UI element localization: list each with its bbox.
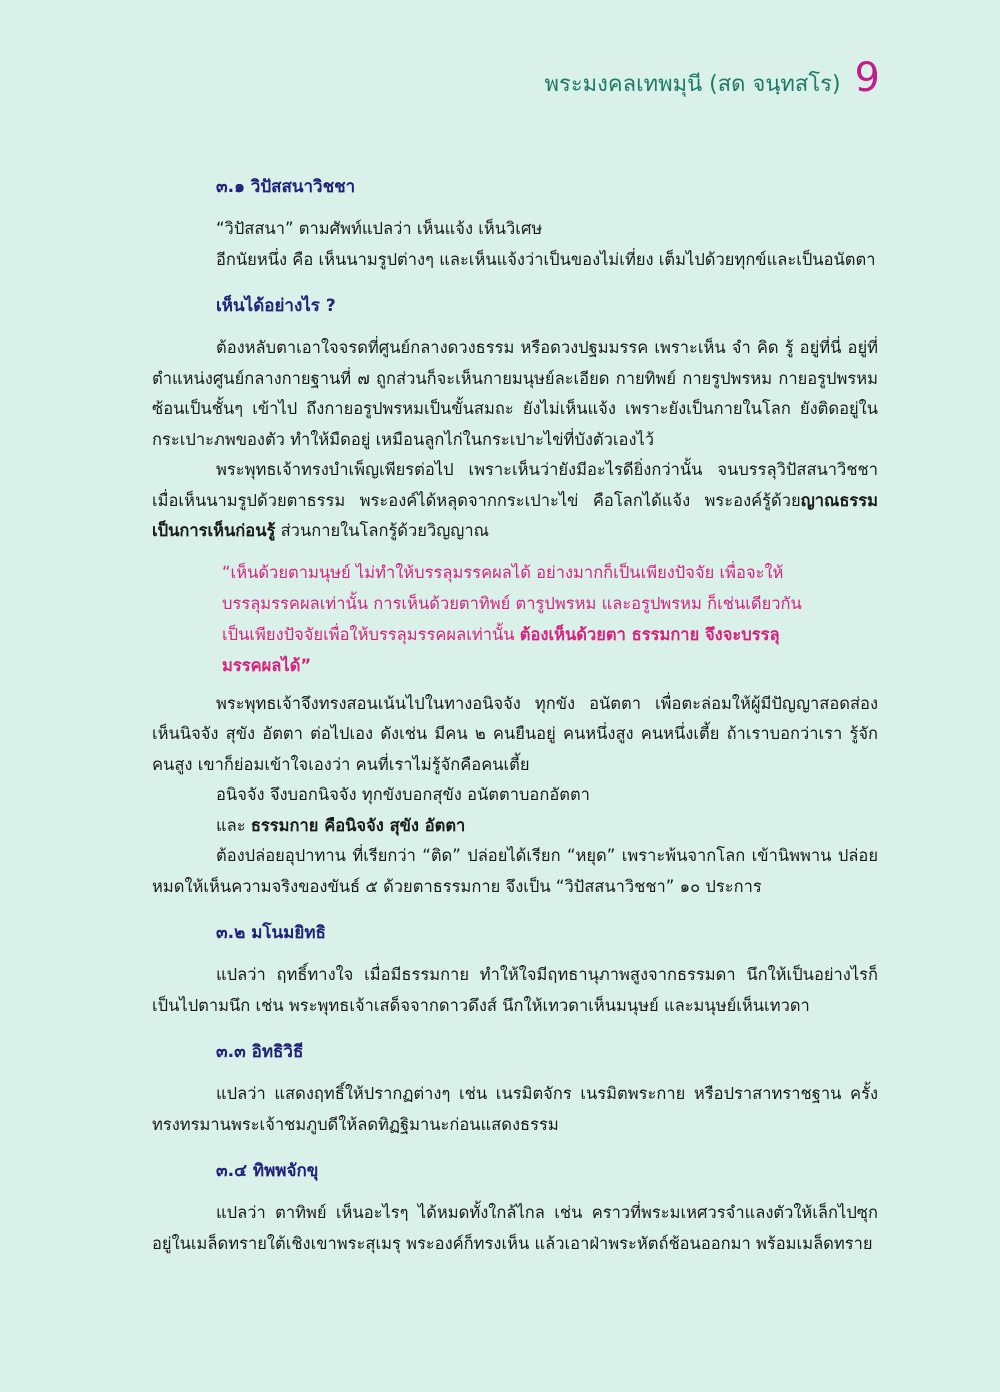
section-heading-3-4: ๓.๔ ทิพพจักขุ: [216, 1161, 319, 1181]
bold-text: ญาณธรรมเป็นการเห็นก่อนรู้: [152, 490, 878, 540]
highlight-quote: [222, 557, 802, 681]
text-run: ส่วนกายในโลกรู้ด้วยวิญญาณ: [275, 521, 489, 540]
quote-text: “เห็นด้วยตามนุษย์ ไม่ทำให้บรรลุมรรคผลได้ อย่างมากก็เป็นเพียงปัจจัย เพื่อจะให้บรรลุมรรคผลเท่านั้น การเห็นด้วยตาทิพย์ ตารูปพรหม และอรูปพรหม ก็เช่นเดียวกัน เป็นเพียงปัจจัยเพื่อให้บรรลุมรรคผลเท่านั้น: [222, 562, 802, 644]
section-heading-3-1: ๓.๑ วิปัสสนาวิชชา: [216, 177, 356, 197]
page-body: [152, 172, 878, 1259]
paragraph: แปลว่า ตาทิพย์ เห็นอะไรๆ ได้หมดทั้งใกล้ไกล เช่น คราวที่พระมเหศวรจำแลงตัวให้เล็กไปซุก อยู่ในเมล็ดทรายใต้เชิงเขาพระสุเมรุ พระองค์ก็ทรงเห็น แล้วเอาฝ่าพระหัตถ์ช้อนออกมา พร้อมเมล็ดทราย: [152, 1203, 878, 1253]
paragraph: แปลว่า ฤทธิ์ทางใจ เมื่อมีธรรมกาย ทำให้ใจมีฤทธานุภาพสูงจากธรรมดา นึกให้เป็นอย่างไรก็เป็นไปตามนึก เช่น พระพุทธเจ้าเสด็จจากดาวดึงส์ นึกให้เทวดาเห็นมนุษย์ และมนุษย์เห็นเทวดา: [152, 965, 878, 1015]
page-number: 9: [854, 55, 880, 101]
text-run: และ: [216, 815, 251, 835]
paragraph: อนิจจัง จึงบอกนิจจัง ทุกขังบอกสุขัง อนัตตาบอกอัตตา: [216, 785, 590, 804]
running-title: พระมงคลเทพมุนี (สด จนฺทสโร): [544, 72, 841, 97]
bold-text: ธรรมกาย คือนิจจัง สุขัง อัตตา: [250, 815, 466, 835]
paragraph: อีกนัยหนึ่ง คือ เห็นนามรูปต่างๆ และเห็นแจ้งว่าเป็นของไม่เที่ยง เต็มไปด้วยทุกข์และเป็นอนัตตา: [216, 249, 876, 269]
quote-bold-text: ต้องเห็นด้วยตา ธรรมกาย จึงจะบรรลุมรรคผลได้”: [222, 624, 780, 675]
paragraph: [152, 455, 878, 547]
subheading-how: เห็นได้อย่างไร ?: [216, 296, 336, 316]
paragraph: พระพุทธเจ้าจึงทรงสอนเน้นไปในทางอนิจจัง ทุกขัง อนัตตา เพื่อตะล่อมให้ผู้มีปัญญาสอดส่องเห็นนิจจัง สุขัง อัตตา ต่อไปเอง ดังเช่น มีคน ๒ คนยืนอยู่ คนหนึ่งสูง คนหนึ่งเตี้ย ถ้าเราบอกว่าเรา รู้จักคนสูง เขาก็ย่อมเข้าใจเองว่า คนที่เราไม่รู้จักคือคนเตี้ย: [152, 693, 878, 774]
page-header: [544, 55, 880, 101]
text-run: พระพุทธเจ้าทรงบำเพ็ญเพียรต่อไป เพราะเห็นว่ายังมีอะไรดียิ่งกว่านั้น จนบรรลุวิปัสสนาวิชชา เมื่อเห็นนามรูปด้วยตาธรรม พระองค์ได้หลุดจากกระเปาะไข่ คือโลกได้แจ้ง พระองค์รู้ด้วย: [152, 460, 878, 510]
section-heading-3-2: ๓.๒ มโนมยิทธิ: [216, 923, 326, 943]
paragraph: “วิปัสสนา” ตามศัพท์แปลว่า เห็นแจ้ง เห็นวิเศษ: [216, 219, 543, 238]
paragraph: ต้องปล่อยอุปาทาน ที่เรียกว่า “ติด” ปล่อยได้เรียก “หยุด” เพราะพ้นจากโลก เข้านิพพาน ปล่อยหมดให้เห็นความจริงของขันธ์ ๕ ด้วยตาธรรมกาย จึงเป็น “วิปัสสนาวิชชา” ๑๐ ประการ: [152, 846, 878, 896]
section-heading-3-3: ๓.๓ อิทธิวิธี: [216, 1042, 304, 1062]
paragraph: [152, 811, 878, 842]
paragraph: แปลว่า แสดงฤทธิ์ให้ปรากฏต่างๆ เช่น เนรมิตจักร เนรมิตพระกาย หรือปราสาทราชฐาน ครั้งทรงทรมานพระเจ้าชมภูบดีให้ลดทิฏฐิมานะก่อนแสดงธรรม: [152, 1084, 878, 1134]
paragraph: ต้องหลับตาเอาใจจรดที่ศูนย์กลางดวงธรรม หรือดวงปฐมมรรค เพราะเห็น จำ คิด รู้ อยู่ที่นี่ อยู่ที่ตำแหน่งศูนย์กลางกายฐานที่ ๗ ถูกส่วนก็จะเห็นกายมนุษย์ละเอียด กายทิพย์ กายรูปพรหม กายอรูปพรหม ซ้อนเป็นชั้นๆ เข้าไป ถึงกายอรูปพรหมเป็นขั้นสมถะ ยังไม่เห็นแจ้ง เพราะยังเป็นกายในโลก ยังติดอยู่ในกระเปาะภพของตัว ทำให้มืดอยู่ เหมือนลูกไก่ในกระเปาะไข่ที่บังตัวเองไว้: [152, 338, 878, 449]
